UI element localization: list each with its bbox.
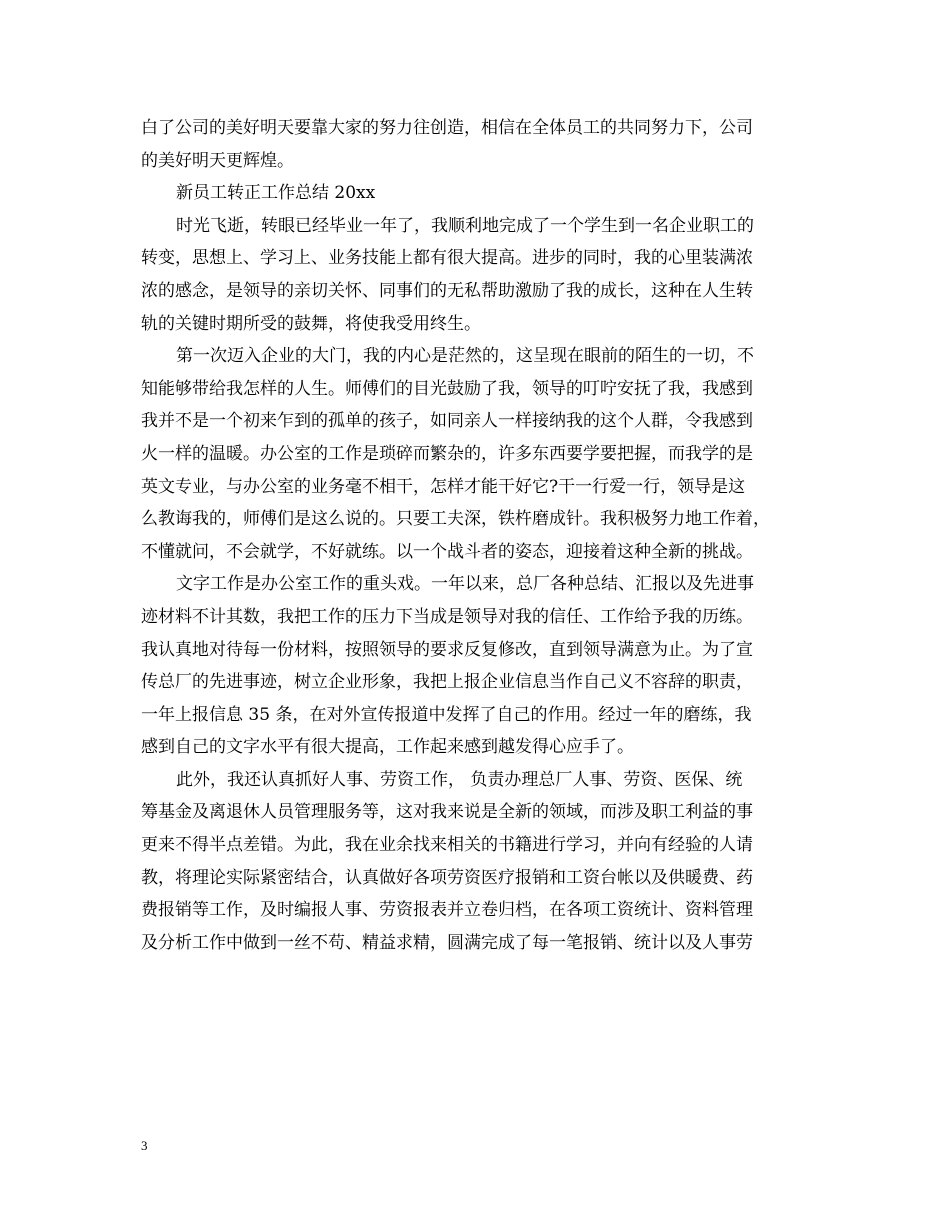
body-text (141, 112, 821, 959)
text-line: 轨的关键时期所受的鼓舞，将使我受用终生。 (141, 313, 481, 334)
text-line: 更来不得半点差错。为此，我在业余找来相关的书籍进行学习，并向有经验的人请 (141, 835, 753, 856)
text-line: 么教诲我的，师傅们是这么说的。只要工夫深，铁杵磨成针。我积极努力地工作着， (141, 509, 770, 530)
text-line: 火一样的温暖。办公室的工作是琐碎而繁杂的，许多东西要学要把握，而我学的是 (141, 443, 753, 464)
text-line: 文字工作是办公室工作的重头戏。一年以来，总厂各种总结、汇报以及先进事 (176, 574, 754, 595)
page-number: 3 (141, 1138, 148, 1153)
text-line: 此外，我还认真抓好人事、劳资工作， 负责办理总厂人事、劳资、医保、统 (176, 769, 743, 790)
text-line: 不懂就问，不会就学，不好就练。以一个战斗者的姿态，迎接着这种全新的挑战。 (141, 541, 753, 562)
text-line: 的美好明天更辉煌。 (141, 150, 294, 171)
text-line: 我认真地对待每一份材料，按照领导的要求反复修改，直到领导满意为止。为了宣 (141, 639, 753, 660)
text-line: 我并不是一个初来乍到的孤单的孩子，如同亲人一样接纳我的这个人群，令我感到 (141, 411, 753, 432)
text-line: 转变，思想上、学习上、业务技能上都有很大提高。进步的同时，我的心里装满浓 (141, 248, 753, 269)
text-line: 及分析工作中做到一丝不苟、精益求精，圆满完成了每一笔报销、统计以及人事劳 (141, 932, 753, 953)
text-line: 筹基金及离退休人员管理服务等，这对我来说是全新的领域，而涉及职工利益的事 (141, 802, 753, 823)
text-line: 感到自己的文字水平有很大提高，工作起来感到越发得心应手了。 (141, 737, 634, 758)
text-line: 费报销等工作，及时编报人事、劳资报表并立卷归档，在各项工资统计、资料管理 (141, 900, 753, 921)
text-line: 迹材料不计其数，我把工作的压力下当成是领导对我的信任、工作给予我的历练。 (141, 606, 753, 627)
text-line: 教，将理论实际紧密结合，认真做好各项劳资医疗报销和工资台帐以及供暖费、药 (141, 867, 753, 888)
text-line: 时光飞逝，转眼已经毕业一年了，我顺利地完成了一个学生到一名企业职工的 (176, 215, 754, 236)
text-line: 传总厂的先进事迹，树立企业形象，我把上报企业信息当作自己义不容辞的职责， (141, 672, 753, 693)
section-heading: 新员工转正工作总结 20xx (176, 183, 376, 204)
text-line: 知能够带给我怎样的人生。师傅们的目光鼓励了我，领导的叮咛安抚了我，我感到 (141, 378, 753, 399)
text-line: 一年上报信息 35 条，在对外宣传报道中发挥了自己的作用。经过一年的磨练，我 (141, 704, 752, 725)
text-line: 英文专业，与办公室的业务毫不相干，怎样才能干好它?干一行爱一行，领导是这 (141, 476, 746, 497)
text-line: 第一次迈入企业的大门，我的内心是茫然的，这呈现在眼前的陌生的一切，不 (176, 346, 754, 367)
text-line: 白了公司的美好明天要靠大家的努力往创造，相信在全体员工的共同努力下，公司 (141, 118, 753, 138)
text-line: 浓的感念，是领导的亲切关怀、同事们的无私帮助激励了我的成长，这种在人生转 (141, 280, 753, 301)
